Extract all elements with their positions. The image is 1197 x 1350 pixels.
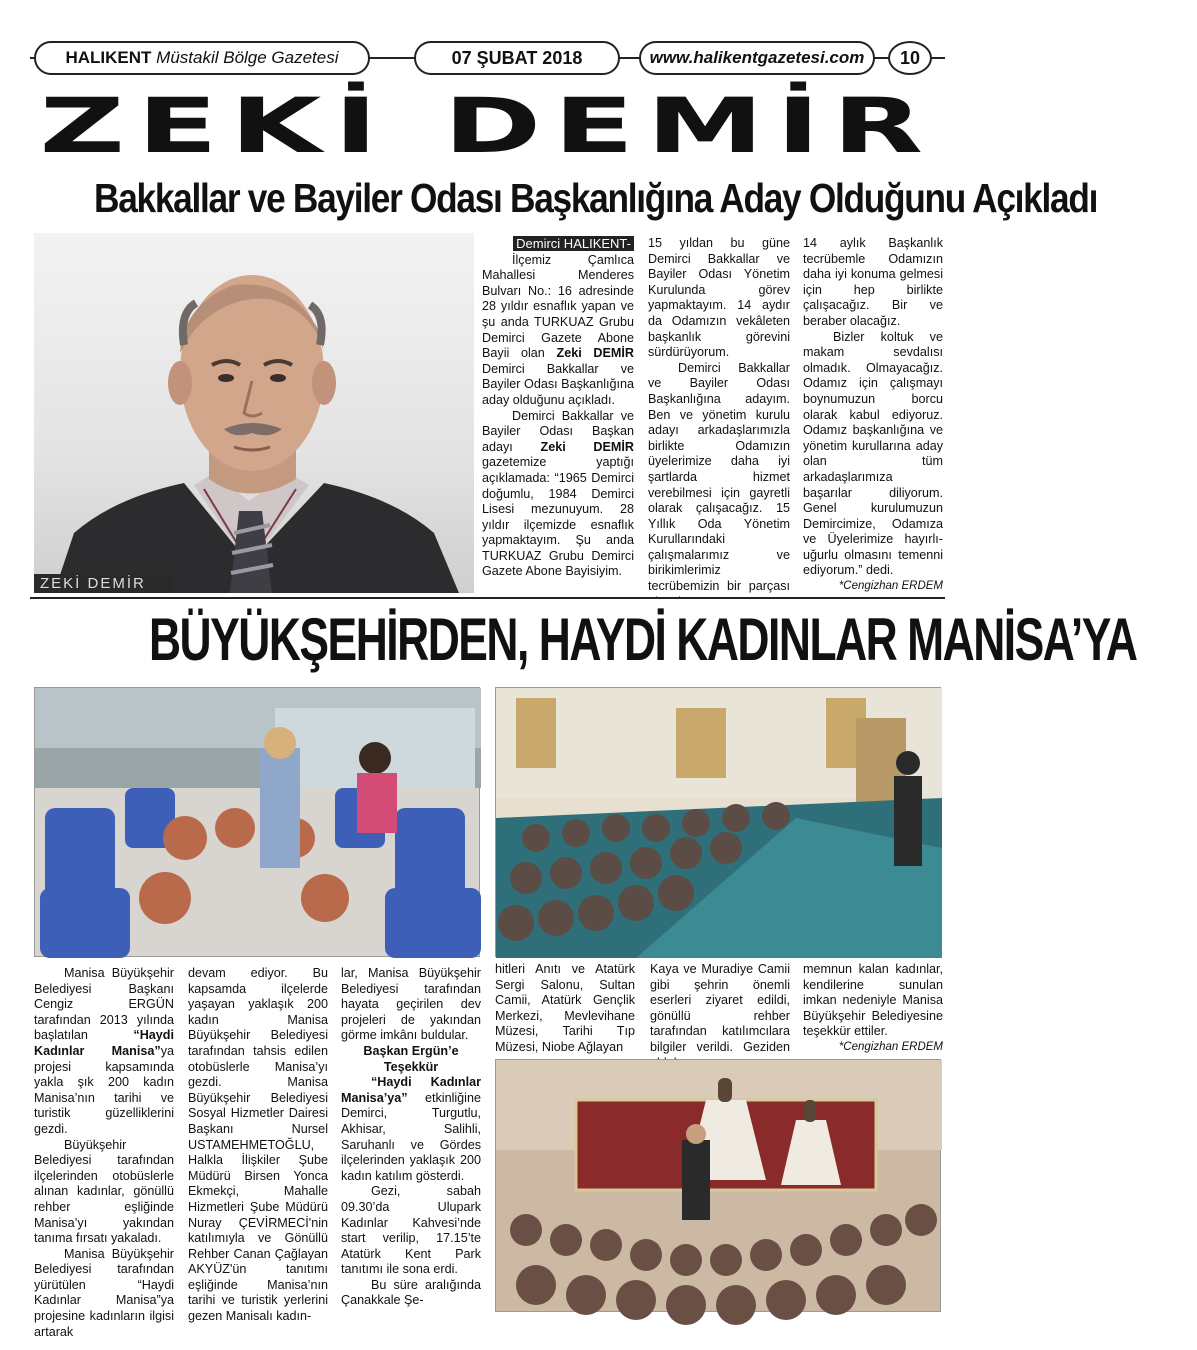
dateline: Demirci HALIKENT- (513, 236, 634, 251)
article2-col3: lar, Manisa Büyükşehir Belediyesi tarafından hayata geçirilen dev projeleri de yakından görme imkânı buldular. Başkan Ergün’e Teşekkür “Haydi Kadınlar Manisa’ya” etkinliğine Demirci, Turgutlu, Akhisar, Salihli, Saruhanlı ve Gördes ilçelerinden yaklaşık 200 kadın katılım gösterdi. Gezi, sabah 09.30’da Ulupark Kadınlar Kahvesi’nde start verilip, 17.15’te Atatürk Kent Park tanıtımı ile sona erdi. Bu süre aralığında Çanakkale Şe- (341, 966, 481, 1308)
bus-interior-photo (34, 687, 480, 957)
paper-name: HALIKENT (65, 48, 152, 67)
article1-signature: *Cengizhan ERDEM (838, 580, 943, 593)
paper-name-pill (34, 41, 370, 75)
paper-tagline: Müstakil Bölge Gazetesi (156, 48, 339, 67)
article1-col1: Demirci HALIKENT- İlçemiz Çamlıca Mahallesi Menderes Bulvarı No.: 16 adresinde 28 yıldır esnaflık yapan ve şu anda TURKUAZ Grubu Demirci Gazete Abone Bayii olan Zeki DEMİR Demirci Bakkallar ve Bayiler Odası Başkanlığına aday olduğunu açıkladı. Demirci Bakkallar ve Bayiler Odası Başkan adayı Zeki DEMİR gazetemize yaptığı açıklamada: “1965 Demirci doğumlu, 1984 Demirci Lisesi mezunuyum. 28 yıldır ilçemizde esnaflık yapmaktayım. Şu anda TURKUAZ Grubu Demirci Gazete Abone Bayisiyim. (482, 236, 634, 579)
portrait-photo (34, 233, 474, 593)
article1-col2: 15 yıldan bu güne Demirci Bakkallar ve Bayiler Odası Yönetim Kurulunda görev yapmaktayım. 14 aydır da Odamızın vekâleten başkanlık görevini sürdürüyorum. Demirci Bakkallar ve Bayiler Odası Başkanlığına adayım. Ben ve yönetim kurulu adayı arkadaşlarımızla birlikte Odamızın üyelerimize daha iyi şartlarda hizmet verebilmesi için gayretli olarak çalışacağız. 15 Yıllık Oda Yönetim Kurullarındaki çalışmalarımız ve birikimlerimiz tecrübemizin bir parçası (648, 236, 790, 594)
page-number: 10 (888, 41, 932, 75)
article2-col4: hitleri Anıtı ve Atatürk Sergi Salonu, Sultan Camii, Atatürk Gençlik Merkezi, Mevlevihane Müzesi, Tarihi Tıp Müzesi, Niobe Ağlayan (495, 962, 635, 1054)
mevlevihane-photo (495, 1059, 941, 1312)
article2-headline: BÜYÜKŞEHİRDEN, HAYDİ KADINLAR MANİSA’YA (148, 606, 1137, 673)
issue-date: 07 ŞUBAT 2018 (414, 41, 620, 75)
article2-banner (30, 597, 1137, 675)
article2-col2: devam ediyor. Bu kapsamda ilçelerde yaşayan yaklaşık 200 kadın Manisa Büyükşehir Belediyesi tarafından tahsis edilen otobüslerle Manisa’yı gezdi. Manisa Büyükşehir Belediyesi Sosyal Hizmetler Dairesi Başkanı Nursel USTAMEHMETOĞLU, Halkla İlişkiler Şube Müdürü Birsen Yonca Ekmekçi, Mahalle Hizmetleri Şube Müdürü Nuray ÇEVİRMECİ'nin katılımıyla ve Gönüllü Rehber Canan Çağlayan AKYÜZ'ün tanıtımı eşliğinde Manisa’nın tarihi ve turistik yerlerini gezen Manisalı kadın- (188, 966, 328, 1324)
mosque-photo (495, 687, 941, 957)
article2-col1: Manisa Büyükşehir Belediyesi Başkanı Cengiz ERGÜN tarafından 2013 yılında başlatılan “Haydi Kadınlar Manisa”ya projesi kapsamında yakla şık 200 kadın Manisa’nın tarihi ve turistik güzelliklerini gezdi. Büyükşehir Belediyesi tarafından ilçelerinden otobüslerle alınan kadınlar, gönüllü rehber eşliğinde Manisa’yı yakından tanıma fırsatı yakaladı. Manisa Büyükşehir Belediyesi tarafından yürütülen “Haydi Kadınlar Manisa”ya projesine kadınların ilgisi artarak (34, 966, 174, 1339)
article1-headline: Bakkallar ve Bayiler Odası Başkanlığına Aday Olduğunu Açıkladı (94, 175, 1098, 221)
photo-caption: ZEKİ DEMİR (34, 574, 174, 593)
website[interactable]: www.halikentgazetesi.com (639, 41, 875, 75)
portrait-illustration (34, 233, 474, 593)
article1-col3: 14 aylık Başkanlık tecrübemle Odamızın daha iyi konuma gelmesi için hep birlikte çalışacağız. Bir ve beraber olacağız. Bizler koltuk ve makam sevdalısı olmadık. Olmayacağız. Odamız için çalışmayı boynumuzun borcu olarak kabul ediyoruz. Odamız başkanlığına ve yönetim kurullarına aday olan tüm arkadaşlarımıza başarılar diliyorum. Genel kurulumuzun Demircimize, Odamıza ve Üyelerimize hayırlı-uğurlu olmasını temenni ediyorum.” dedi. *Cengizhan ERDEM (803, 236, 943, 595)
article2-col5: Kaya ve Muradiye Camii gibi şehrin önemli eserleri ziyaret edildi, gönüllü rehber tarafından katılımcılara bilgiler verildi. Geziden (650, 962, 790, 1054)
subheading: Başkan Ergün’e (363, 1043, 459, 1058)
article2-col6: memnun kalan kadınlar, kendilerine sunulan imkan nedeniyle Manisa Büyükşehir Belediyesine teşekkür ettiler. *Cengizhan ERDEM (803, 962, 943, 1056)
big-title: ZEKİ DEMİR (39, 81, 936, 170)
article2-signature: *Cengizhan ERDEM (838, 1040, 943, 1053)
